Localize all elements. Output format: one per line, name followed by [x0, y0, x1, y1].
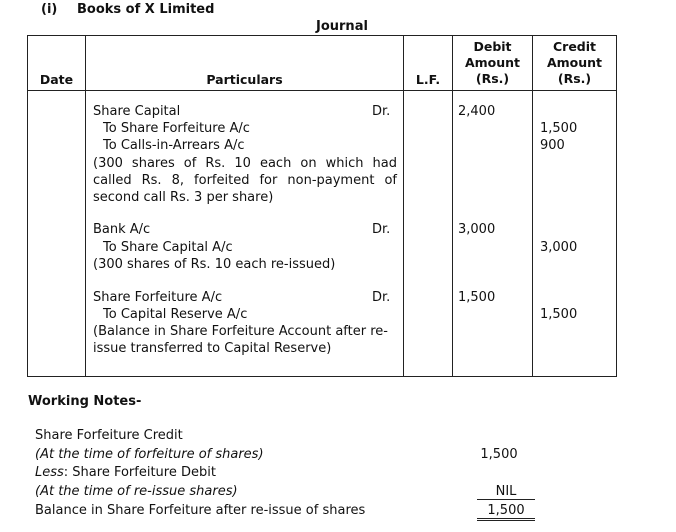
entry2-debit-amount: 3,000: [458, 222, 496, 237]
entry3-narration-2: issue transferred to Capital Reserve): [93, 341, 332, 356]
entry1-debit-amount: 2,400: [458, 104, 496, 119]
entry1-credit-amount-1: 1,500: [540, 121, 578, 136]
wn-less-label: Less: [35, 465, 64, 480]
entry1-credit-amount-2: 900: [540, 138, 565, 153]
wn-line-forfeiture-time: (At the time of forfeiture of shares): [35, 447, 264, 462]
entry3-credit-account: To Capital Reserve A/c: [103, 307, 248, 322]
wn-amount-debit: NIL: [477, 484, 535, 500]
wn-line-reissue-time: (At the time of re-issue shares): [35, 484, 238, 499]
entry2-debit-account: Bank A/c: [93, 222, 151, 237]
journal-heading: Journal: [316, 19, 368, 34]
entry1-narration-3: second call Rs. 3 per share): [93, 190, 274, 205]
debit-header: Debit Amount (Rs.): [453, 36, 533, 91]
entry1-debit-account: Share Capital: [93, 104, 181, 119]
date-cell: [28, 91, 86, 377]
entry2-credit-account: To Share Capital A/c: [103, 240, 233, 255]
entry3-debit-amount: 1,500: [458, 290, 496, 305]
credit-header: Credit Amount (Rs.): [533, 36, 617, 91]
lf-header: L.F.: [404, 36, 453, 91]
particulars-cell: [86, 91, 404, 377]
entry1-narration-1: (300 shares of Rs. 10 each on which had: [93, 156, 397, 171]
document-title: Books of X Limited: [77, 2, 215, 17]
lf-cell: [404, 91, 453, 377]
entry3-debit-account: Share Forfeiture A/c: [93, 290, 223, 305]
entry2-narration: (300 shares of Rs. 10 each re-issued): [93, 257, 336, 272]
journal-body-row: [28, 91, 617, 377]
entry3-credit-amount: 1,500: [540, 307, 578, 322]
debit-cell: [453, 91, 533, 377]
wn-less-rest: : Share Forfeiture Debit: [63, 465, 216, 480]
entry2-dr: Dr.: [372, 222, 391, 237]
entry3-dr: Dr.: [372, 290, 391, 305]
particulars-header: Particulars: [86, 36, 404, 91]
journal-table: [27, 35, 617, 377]
credit-cell: [533, 91, 617, 377]
entry2-credit-amount: 3,000: [540, 240, 578, 255]
entry1-credit-account-2: To Calls-in-Arrears A/c: [103, 138, 245, 153]
part-number: (i): [41, 2, 58, 17]
entry1-dr: Dr.: [372, 104, 391, 119]
wn-line-less: [35, 465, 216, 480]
entry1-credit-account-1: To Share Forfeiture A/c: [103, 121, 250, 136]
working-notes-title: Working Notes-: [28, 394, 142, 409]
wn-line-credit: Share Forfeiture Credit: [35, 428, 183, 443]
entry1-narration-2: called Rs. 8, forfeited for non-payment of: [93, 173, 397, 188]
date-header: Date: [28, 36, 86, 91]
entry3-narration-1: (Balance in Share Forfeiture Account after re-: [93, 324, 388, 339]
journal-header-row: [28, 36, 617, 91]
wn-amount-balance: 1,500: [477, 503, 535, 521]
wn-line-balance: Balance in Share Forfeiture after re-issue of shares: [35, 503, 366, 518]
wn-amount-credit: 1,500: [480, 447, 518, 462]
